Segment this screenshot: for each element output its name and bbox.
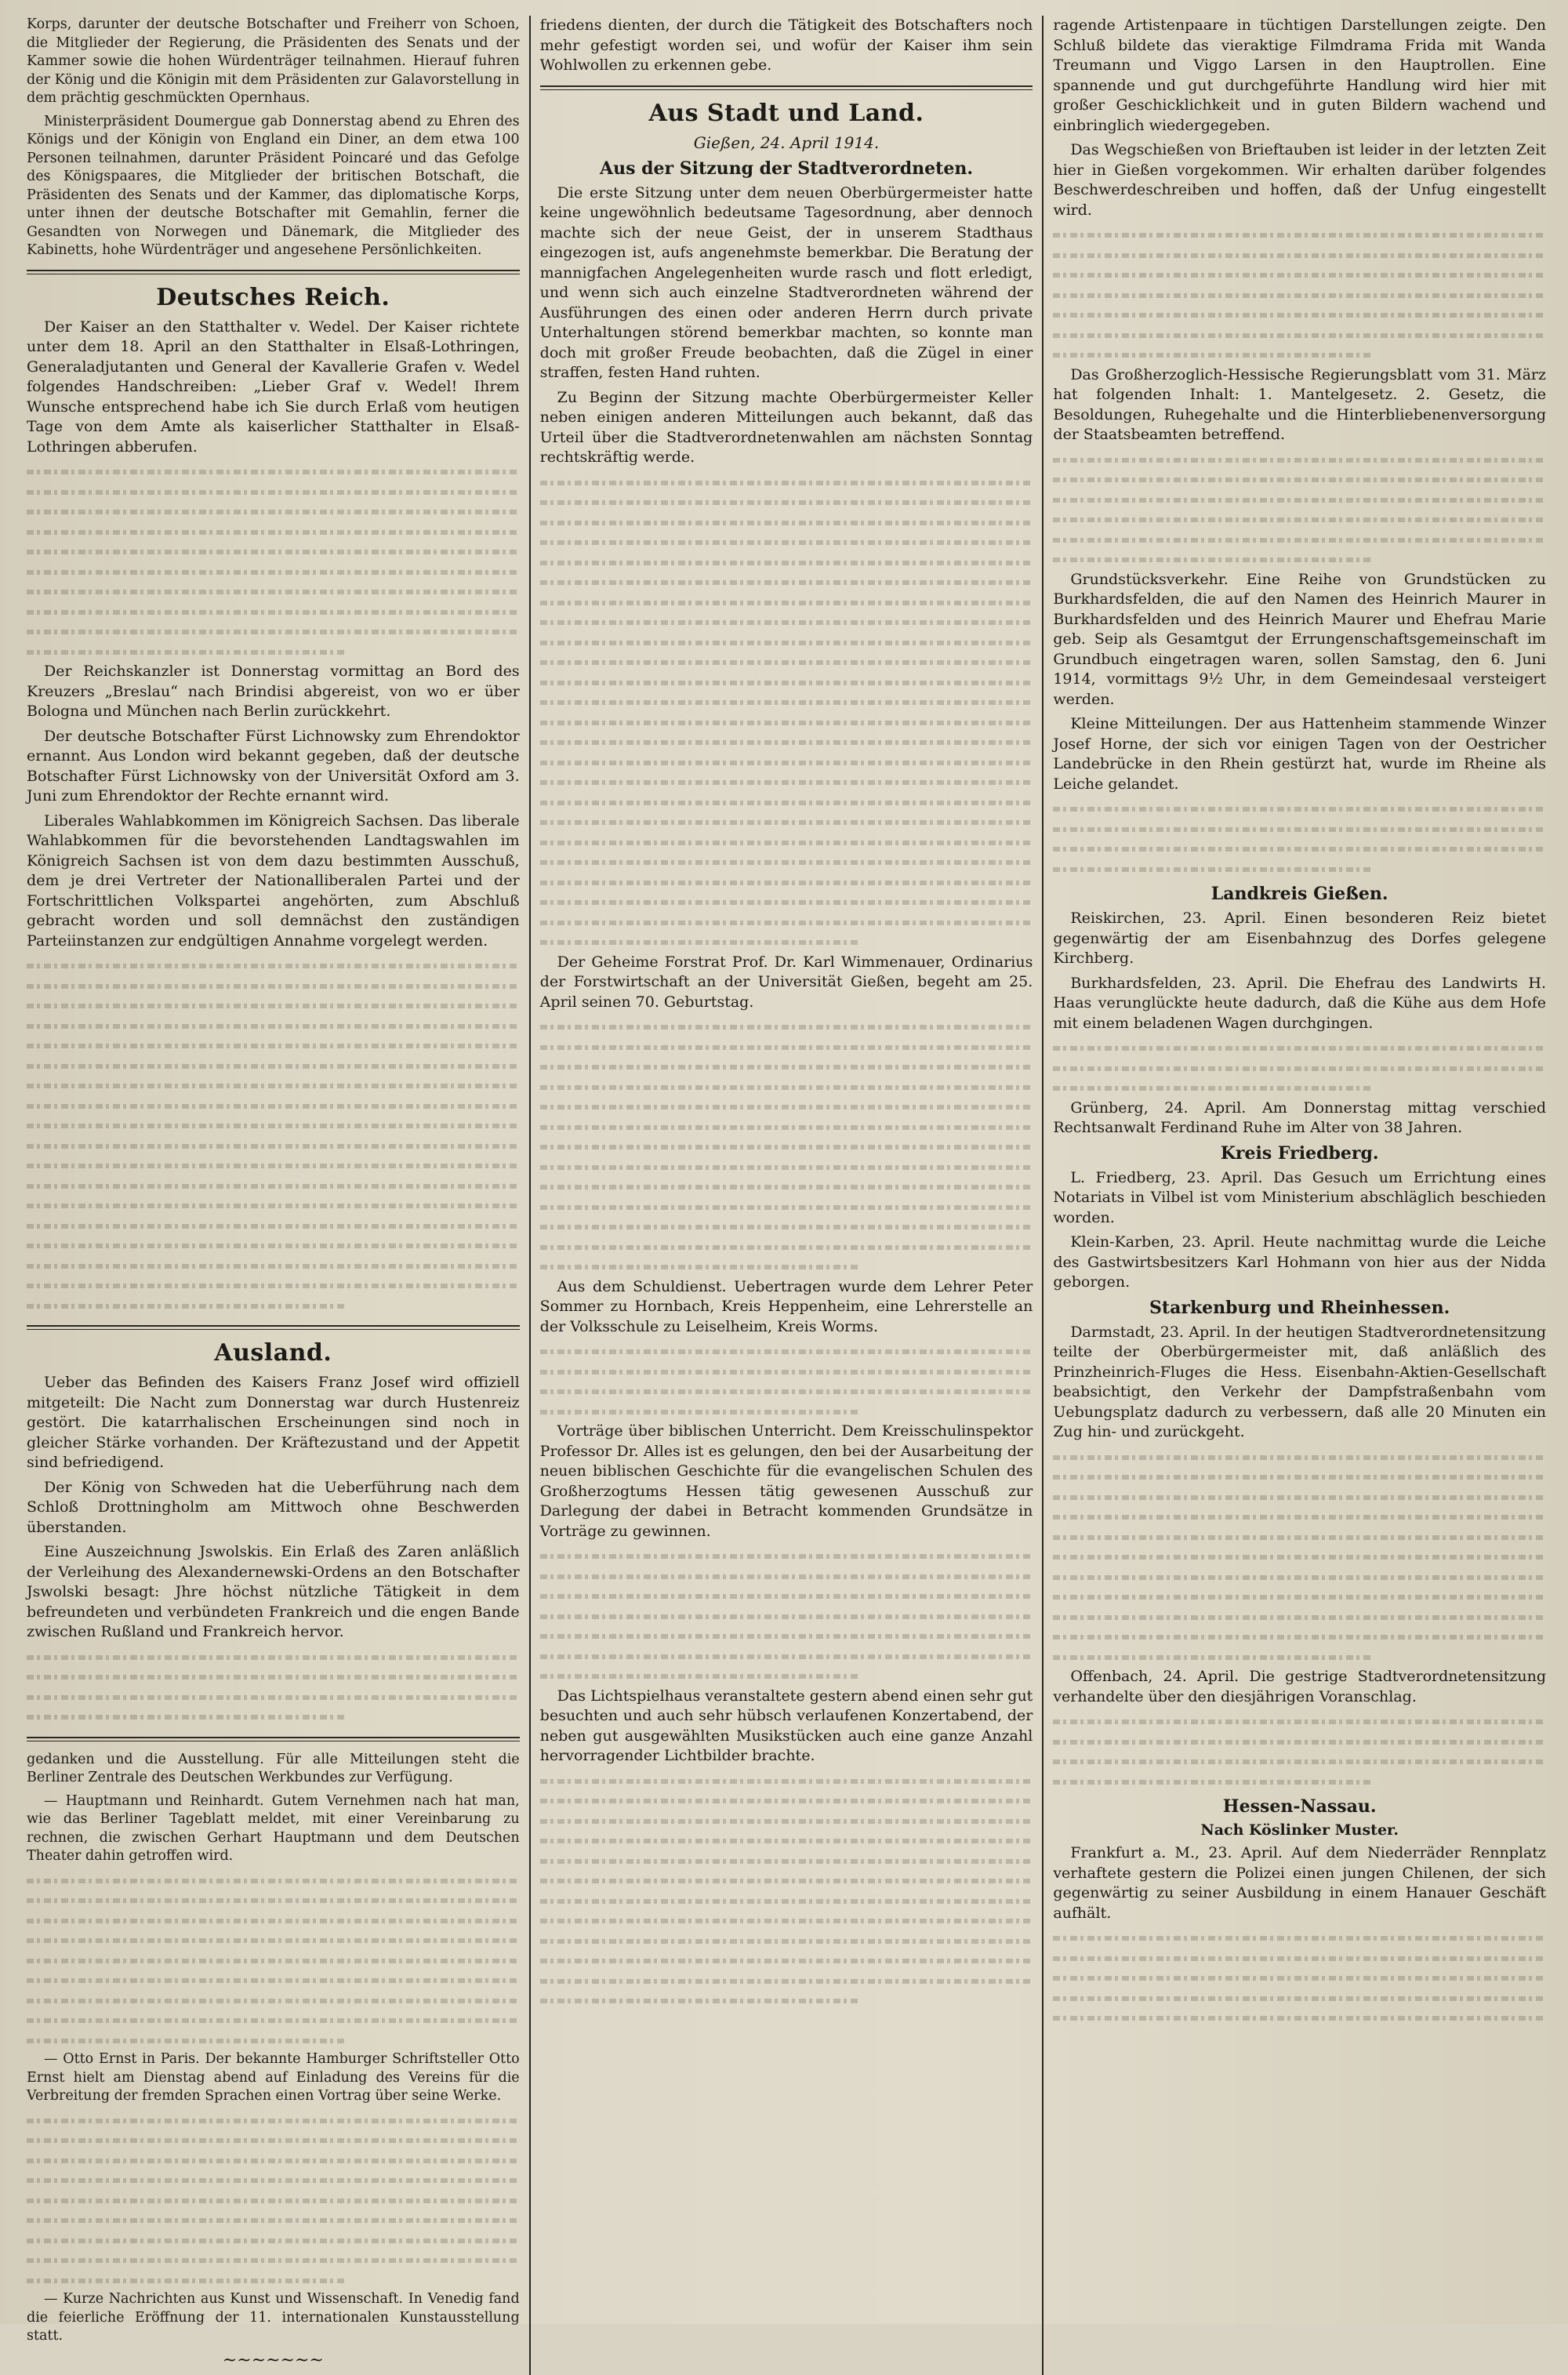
column-middle [540, 16, 1033, 2375]
filler-text [540, 473, 1033, 953]
section-heading-stadt-land: Aus Stadt und Land. [648, 99, 924, 127]
subheading-hessen: Hessen-Nassau. [1222, 1796, 1377, 1817]
right-para-3: Das Großherzoglich-Hessische Regierungsblatt vom 31. März hat folgenden Inhalt: 1. Mantelgesetz. 2. Gesetz, die Besoldungen, Ruhegehalte und die Hinterbliebenenversorgung der Staatsbeamten betreffend. [1053, 365, 1546, 443]
column-right [1053, 16, 1546, 2375]
filler-text [27, 1647, 520, 1727]
subheading-landkreis: Landkreis Gießen. [1210, 884, 1388, 904]
reich-para-4: Liberales Wahlabkommen im Königreich Sachsen. Das liberale Wahlabkommen für die bevorstehenden Landtagswahlen im Königreich Sachsen ist von dem dazu bestimmten Ausschuß, dem je drei Vertreter der Nationalliberalen Partei und der Fortschrittlichen Volkspartei angehörten, zum Abschluß gebracht worden und soll demnächst den zuständigen Parteiinstanzen zur endgültigen Annahme vorgelegt werden. [27, 812, 520, 950]
right-para-4: Grundstücksverkehr. Eine Reihe von Grundstücken zu Burkhardsfelden, die auf den Namen des Heinrich Maurer in Burkhardsfelden und des Heinrich Maurer und Ehefrau Marie geb. Seip als Gesamtgut der Errungenschaftsgemeinschaft im Grundbuch eingetragen waren, sollen Samstag, den 6. Juni 1914, vormittags 9½ Uhr, in dem Gemeindesaal versteigert werden. [1053, 570, 1546, 708]
ausland-para-3: Eine Auszeichnung Jswolskis. Ein Erlaß des Zaren anläßlich der Verleihung des Alexandernewski-Ordens an den Botschafter Jswolski besagt: Jhre höchst nützliche Tätigkeit in dem befreundeten und verbündeten Frankreich und die engen Bande zwischen Rußland und Frankreich hervor. [27, 1543, 520, 1640]
stadt-para-6: Das Lichtspielhaus veranstaltete gestern abend einen sehr gut besuchten und auch sehr hübsch verlaufenen Konzertabend, der neben gut ausgewählten Musikstücken auch eine ganze Anzahl hervorragender Lichtbilder brachte. [539, 1687, 1033, 1764]
filler-text [1053, 799, 1546, 879]
divider [27, 1325, 520, 1330]
filler-text [540, 1342, 1033, 1422]
intro-block [27, 16, 520, 260]
right-para-5: Kleine Mitteilungen. Der aus Hattenheim stammende Winzer Josef Horne, der sich vor einigen Tagen von der Oestricher Landebrücke in den Rhein gestürzt hat, wurde im Rheine als Leiche gelandet. [1053, 715, 1546, 793]
columns [27, 16, 1546, 2370]
friedberg-para-2: Klein-Karben, 23. April. Heute nachmittag wurde die Leiche des Gastwirtsbesitzers Karl Hohmann von hier aus der Nidda geborgen. [1053, 1233, 1546, 1291]
hessen-para-1: Frankfurt a. M., 23. April. Auf dem Niederräder Rennplatz verhaftete gestern die Polizei einen jungen Chilenen, der sich gegenwärtig zu seiner Ausbildung in einem Hanauer Geschäft aufhält. [1053, 1844, 1546, 1922]
stadt-para-3: Der Geheime Forstrat Prof. Dr. Karl Wimmenauer, Ordinarius der Forstwirtschaft an der Universität Gießen, begeht am 25. April seinen 70. Geburtstag. [539, 953, 1033, 1011]
reich-para-1: Der Kaiser an den Statthalter v. Wedel. Der Kaiser richtete unter dem 18. April an den Statthalter in Elsaß-Lothringen, Generaladjutanten und General der Kavallerie Grafen v. Wedel folgendes Handschreiben: „Lieber Graf v. Wedel! Ihrem Wunsche entsprechend habe ich Sie durch Erlaß vom heutigen Tage von dem Amte als kaiserlicher Statthalter in Elsaß-Lothringen abberufen. [27, 318, 520, 456]
section-heading-ausland: Ausland. [214, 1339, 332, 1367]
filler-text [540, 1546, 1033, 1687]
feuilleton-block [27, 1751, 520, 2370]
divider [27, 1737, 520, 1741]
subheading-koeslin: Nach Köslinker Muster. [1200, 1821, 1399, 1839]
intro-para-1: Korps, darunter der deutsche Botschafter und Freiherr von Schoen, die Mitglieder der Regierung, die Präsidenten des Senats und der Kammer sowie die hohen Würdenträger teilnahmen. Hierauf fuhren der König und die Königin mit dem Präsidenten zur Galavorstellung in dem prächtig geschmückten Opernhaus. [27, 16, 520, 106]
filler-text [540, 1771, 1033, 2011]
subheading-sitzung: Aus der Sitzung der Stadtverordneten. [600, 158, 973, 179]
feuilleton-para-4: — Kurze Nachrichten aus Kunst und Wissenschaft. In Venedig fand die feierliche Eröffnung der 11. internationalen Kunstausstellung statt. [27, 2291, 520, 2344]
ornament-icon: ~~~~~~~ [222, 2350, 324, 2370]
friedberg-para-1: L. Friedberg, 23. April. Das Gesuch um Errichtung eines Notariats in Vilbel ist vom Ministerium abschläglich beschieden worden. [1053, 1168, 1546, 1226]
filler-text [540, 1017, 1033, 1277]
feuilleton-para-1: gedanken und die Ausstellung. Für alle Mitteilungen steht die Berliner Zentrale des Deutschen Werkbundes zur Verfügung. [27, 1751, 520, 1785]
divider [540, 85, 1033, 90]
stadt-para-2: Zu Beginn der Sitzung machte Oberbürgermeister Keller neben einigen anderen Mitteilungen auch bekannt, daß das Urteil über die Stadtverordnetenwahlen am nächsten Sonntag rechtskräftig werde. [539, 388, 1033, 466]
right-para-2: Das Wegschießen von Brieftauben ist leider in der letzten Zeit hier in Gießen vorgekommen. Wir erhalten darüber folgendes Beschwerdeschreiben und hoffen, daß der Unfug eingestellt wird. [1053, 141, 1546, 219]
filler-text [1053, 1447, 1546, 1668]
filler-text [27, 1871, 520, 2051]
reich-para-3: Der deutsche Botschafter Fürst Lichnowsky zum Ehrendoktor ernannt. Aus London wird bekannt gegeben, daß der deutsche Botschafter Fürst Lichnowsky von der Universität Oxford am 3. Juni zum Ehrendoktor der Rechte ernannt wird. [27, 727, 520, 804]
column-left [27, 16, 520, 2375]
filler-text [1053, 1928, 1546, 2028]
filler-text [1053, 450, 1546, 570]
top-para: friedens dienten, der durch die Tätigkeit des Botschafters noch mehr gefestigt worden sei, und wofür der Kaiser ihm sein Wohlwollen zu erkennen gebe. [539, 16, 1033, 74]
feuilleton-para-3: — Otto Ernst in Paris. Der bekannte Hamburger Schriftsteller Otto Ernst hielt am Dienstag abend auf Einladung des Vereins für die Verbreitung der fremden Sprachen einen Vortrag über seine Werke. [27, 2051, 520, 2104]
stadt-para-4: Aus dem Schuldienst. Uebertragen wurde dem Lehrer Peter Sommer zu Hornbach, Kreis Heppenheim, eine Lehrerstelle an der Volksschule zu Leiselheim, Kreis Worms. [539, 1277, 1033, 1335]
starkenburg-para-1: Darmstadt, 23. April. In der heutigen Stadtverordnetensitzung teilte der Oberbürgermeister mit, daß anläßlich des Prinzheinrich-Fluges die Hess. Eisenbahn-Aktien-Gesellschaft beabsichtigt, den Verkehr der Dampfstraßenbahn vom Uebungsplatz dadurch zu verbessern, daß alle 20 Minuten ein Zug hin- und zurückgeht. [1053, 1323, 1546, 1440]
feuilleton-para-2: — Hauptmann und Reinhardt. Gutem Vernehmen nach hat man, wie das Berliner Tageblatt meldet, mit einer Vereinbarung zu rechnen, die zwischen Gerhart Hauptmann und dem Deutschen Theater dahin getroffen wird. [27, 1792, 520, 1864]
reich-para-2: Der Reichskanzler ist Donnerstag vormittag an Bord des Kreuzers „Breslau“ nach Brindisi abgereist, von wo er über Bologna und München nach Berlin zurückkehrt. [27, 663, 520, 720]
filler-text [27, 2111, 520, 2291]
stadt-para-1: Die erste Sitzung unter dem neuen Oberbürgermeister hatte keine ungewöhnlich bedeutsame Tagesordnung, aber dennoch machte sich der neue Geist, der in unserem Stadthaus eingezogen ist, aufs angenehmste bemerkbar. Die Beratung der mannigfachen Angelegenheiten wurde rasch und flott erledigt, und wenn sich auch einzelne Stadtverordneten während der Ausführungen des einen oder anderen Herrn durch private Unterhaltungen störend bemerkbar machten, so konnte man doch mit großer Freude beobachten, daß die Zügel in einer straffen, festen Hand ruhten. [539, 183, 1033, 381]
ausland-para-2: Der König von Schweden hat die Ueberführung nach dem Schloß Drottningholm am Mittwoch ohne Beschwerden überstanden. [27, 1478, 520, 1536]
divider [27, 270, 520, 274]
filler-text [1053, 1712, 1546, 1792]
filler-text [27, 956, 520, 1316]
filler-text [1053, 225, 1546, 365]
filler-text [27, 462, 520, 662]
subheading-friedberg: Kreis Friedberg. [1220, 1142, 1379, 1164]
kreis-para-3: Grünberg, 24. April. Am Donnerstag mittag verschied Rechtsanwalt Ferdinand Ruhe im Alter von 38 Jahren. [1053, 1099, 1546, 1136]
ausland-para-1: Ueber das Befinden des Kaisers Franz Josef wird offiziell mitgeteilt: Die Nacht zum Donnerstag war durch Hustenreiz gestört. Die katarrhalischen Erscheinungen sind noch in gleicher Stärke vorhanden. Der Kräftezustand und der Appetit sind befriedigend. [27, 1374, 520, 1471]
kreis-para-1: Reiskirchen, 23. April. Einen besonderen Reiz bietet gegenwärtig der am Eisenbahnzug des Dorfes gelegene Kirchberg. [1053, 910, 1546, 967]
dateline: Gießen, 24. April 1914. [693, 133, 880, 152]
starkenburg-para-2: Offenbach, 24. April. Die gestrige Stadtverordnetensitzung verhandelte über den diesjährigen Voranschlag. [1053, 1668, 1546, 1705]
filler-text [1053, 1038, 1546, 1099]
section-heading-reich: Deutsches Reich. [156, 283, 390, 311]
right-para-1: ragende Artistenpaare in tüchtigen Darstellungen zeigte. Den Schluß bildete das vieraktige Filmdrama Frida mit Wanda Treumann und Viggo Larsen in den Hauptrollen. Eine spannende und gut durchgeführte Handlung wird hier mit großer Geschicklichkeit und in guten Bildern wachend und einbringlich wiedergegeben. [1053, 16, 1546, 134]
kreis-para-2: Burkhardsfelden, 23. April. Die Ehefrau des Landwirts H. Haas verunglückte heute dadurch, daß die Kühe aus dem Hofe mit einem beladenen Wagen durchgingen. [1053, 974, 1546, 1032]
intro-para-2: Ministerpräsident Doumergue gab Donnerstag abend zu Ehren des Königs und der Königin von England ein Diner, an dem etwa 100 Personen teilnahmen, darunter Präsident Poincaré und das Gefolge des Königspaares, die Mitglieder der britischen Botschaft, die Präsidenten des Senats und der Kammer, das diplomatische Korps, unter ihnen der deutsche Botschafter mit Gemahlin, ferner die Gesandten von Norwegen und Dänemark, die Mitglieder des Kabinetts, hohe Würdenträger und angesehene Persönlichkeiten. [27, 113, 520, 258]
stadt-para-5: Vorträge über biblischen Unterricht. Dem Kreisschulinspektor Professor Dr. Alles ist es gelungen, den bei der Ausarbeitung der neuen biblischen Geschichte für die evangelischen Schulen des Großherzogtums Hessen tätig gewesenen Ausschuß zur Darlegung der dabei in Betracht kommenden Grundsätze in Vorträge zu gewinnen. [539, 1422, 1033, 1540]
subheading-starkenburg: Starkenburg und Rheinhessen. [1149, 1297, 1450, 1318]
